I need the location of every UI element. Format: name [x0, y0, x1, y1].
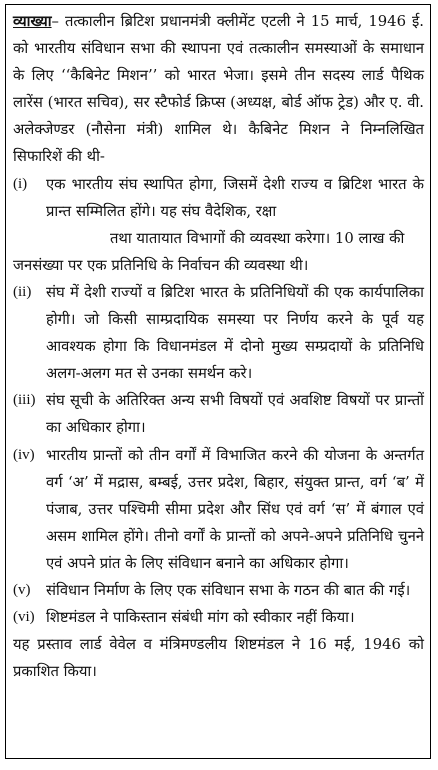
item-number: (vi): [13, 609, 35, 626]
item-continuation: जनसंख्या पर एक प्रतिनिधि के निर्वाचन की व्यवस्था थी।: [13, 256, 309, 274]
recommendation-item-2: [13, 279, 424, 387]
item-text: संघ में देशी राज्यों व ब्रिटिश भारत के प्रतिनिधियों की एक कार्यपालिका होगी। जो किसी साम्प्रदायिक समस्या पर निर्णय करने के पूर्व यह आवश्यक होगा कि विधानमंडल में दोनो मुख्य सम्प्रदायों के प्रतिनिधि अलग-अलग मत से उनका समर्थन करे।: [46, 283, 424, 383]
item-text-indented: तथा यातायात विभागों की व्यवस्था करेगा। 10 लाख की: [110, 229, 405, 247]
recommendation-item-3: [13, 387, 424, 441]
explanation-box: [5, 4, 431, 759]
item-text: भारतीय प्रान्तों को तीन वर्गों में विभाजित करने की योजना के अन्तर्गत वर्ग ‘अ’ में मद्रास, बम्बई, उत्तर प्रदेश, बिहार, संयुक्त प्रान्त, वर्ग ‘ब’ में पंजाब, उत्तर पश्चिमी सीमा प्रदेश और सिंध एवं वर्ग ‘स’ में बंगाल एवं असम शामिल होंगे। तीनो वर्गों के प्रान्तों को अपने-अपने प्रतिनिधि चुनने एवं अपने प्रांत के लिए संविधान बनाने का अधिकार होगा।: [46, 446, 424, 572]
recommendation-item-6: [13, 604, 424, 631]
item-text: शिष्टमंडल ने पाकिस्तान संबंधी मांग को स्वीकार नहीं किया।: [46, 609, 355, 627]
item-text: संविधान निर्माण के लिए एक संविधान सभा के गठन की बात की गई।: [46, 581, 411, 599]
item-number: (ii): [13, 283, 32, 300]
closing-paragraph: यह प्रस्ताव लार्ड वेवेल व मंत्रिमण्डलीय शिष्टमंडल ने 16 मई, 1946 को प्रकाशित किया।: [13, 636, 424, 681]
recommendation-item-5: [13, 577, 424, 604]
recommendation-item-4: [13, 442, 424, 577]
recommendation-item-1: [13, 171, 424, 252]
item-number: (iv): [13, 446, 35, 463]
intro-paragraph: [13, 8, 424, 171]
item-number: (i): [13, 175, 28, 192]
item-text: एक भारतीय संघ स्थापित होगा, जिसमें देशी राज्य व ब्रिटिश भारत के प्रान्त सम्मिलित होंगे। यह संघ वैदेशिक, रक्षा: [46, 175, 424, 220]
item-number: (v): [13, 581, 31, 598]
item-number: (iii): [13, 392, 36, 409]
intro-text: – तत्कालीन ब्रिटिश प्रधानमंत्री क्लीमेंट एटली ने 15 मार्च, 1946 ई. को भारतीय संविधान सभा की स्थापना एवं तत्कालीन समस्याओं के समाधान के लिए ‘‘कैबिनेट मिशन’’ को भारत भेजा। इसमे तीन सदस्य लार्ड पैथिक लारेंस (भारत सचिव), सर स्टैफोर्ड क्रिप्स (अध्यक्ष, बोर्ड ऑफ ट्रेड) और ए. वी. अलेक्जेण्डर (नौसेना मंत्री) शामिल थे। कैबिनेट मिशन ने निम्नलिखित सिफारिशें की थी-: [13, 13, 424, 166]
explanation-label: व्याख्या: [13, 13, 52, 30]
item-text: संघ सूची के अतिरिक्त अन्य सभी विषयों एवं अवशिष्ट विषयों पर प्रान्तों का अधिकार होगा।: [46, 392, 424, 437]
